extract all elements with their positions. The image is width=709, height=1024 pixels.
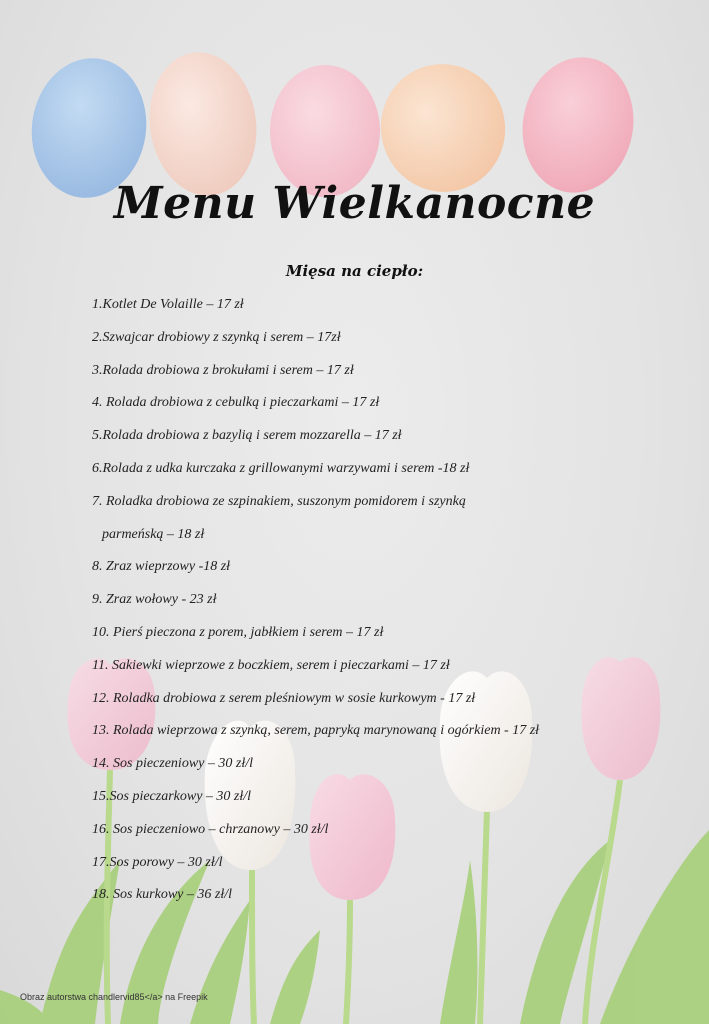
menu-item: 17.Sos porowy – 30 zł/l <box>92 854 223 870</box>
menu-list <box>92 292 652 915</box>
menu-item: 18. Sos kurkowy – 36 zł/l <box>92 887 232 903</box>
menu-item: 9. Zraz wołowy - 23 zł <box>92 592 217 608</box>
menu-item: 16. Sos pieczeniowo – chrzanowy – 30 zł/l <box>92 821 329 837</box>
menu-item: 4. Rolada drobiowa z cebulką i pieczarkami – 17 zł <box>92 395 380 411</box>
image-credit: Obraz autorstwa chandlervid85</a> na Freepik <box>20 992 208 1002</box>
menu-item: 13. Rolada wieprzowa z szynką, serem, papryką marynowaną i ogórkiem - 17 zł <box>92 723 540 739</box>
menu-item: 8. Zraz wieprzowy -18 zł <box>92 559 231 575</box>
menu-item: 5.Rolada drobiowa z bazylią i serem mozzarella – 17 zł <box>92 428 402 444</box>
section-title: Mięsa na ciepło: <box>285 262 424 280</box>
menu-item: 7. Roladka drobiowa ze szpinakiem, suszonym pomidorem i szynką <box>92 493 466 509</box>
menu-item: 15.Sos pieczarkowy – 30 zł/l <box>92 788 252 804</box>
menu-item: 6.Rolada z udka kurczaka z grillowanymi warzywami i serem -18 zł <box>92 460 470 476</box>
menu-item: 3.Rolada drobiowa z brokułami i serem – 17 zł <box>92 362 354 378</box>
menu-item: 1.Kotlet De Volaille – 17 zł <box>92 297 244 312</box>
menu-item: 11. Sakiewki wieprzowe z boczkiem, serem i pieczarkami – 17 zł <box>92 657 450 673</box>
menu-item: 12. Roladka drobiowa z serem pleśniowym w sosie kurkowym - 17 zł <box>92 690 476 706</box>
menu-item: 10. Pierś pieczona z porem, jabłkiem i serem – 17 zł <box>92 624 384 640</box>
menu-item: 14. Sos pieczeniowy – 30 zł/l <box>92 756 253 772</box>
menu-item-continuation: parmeńską – 18 zł <box>102 526 205 542</box>
menu-item: 2.Szwajcar drobiowy z szynką i serem – 17zł <box>92 329 341 345</box>
menu-title: Menu Wielkanocne <box>113 178 596 229</box>
